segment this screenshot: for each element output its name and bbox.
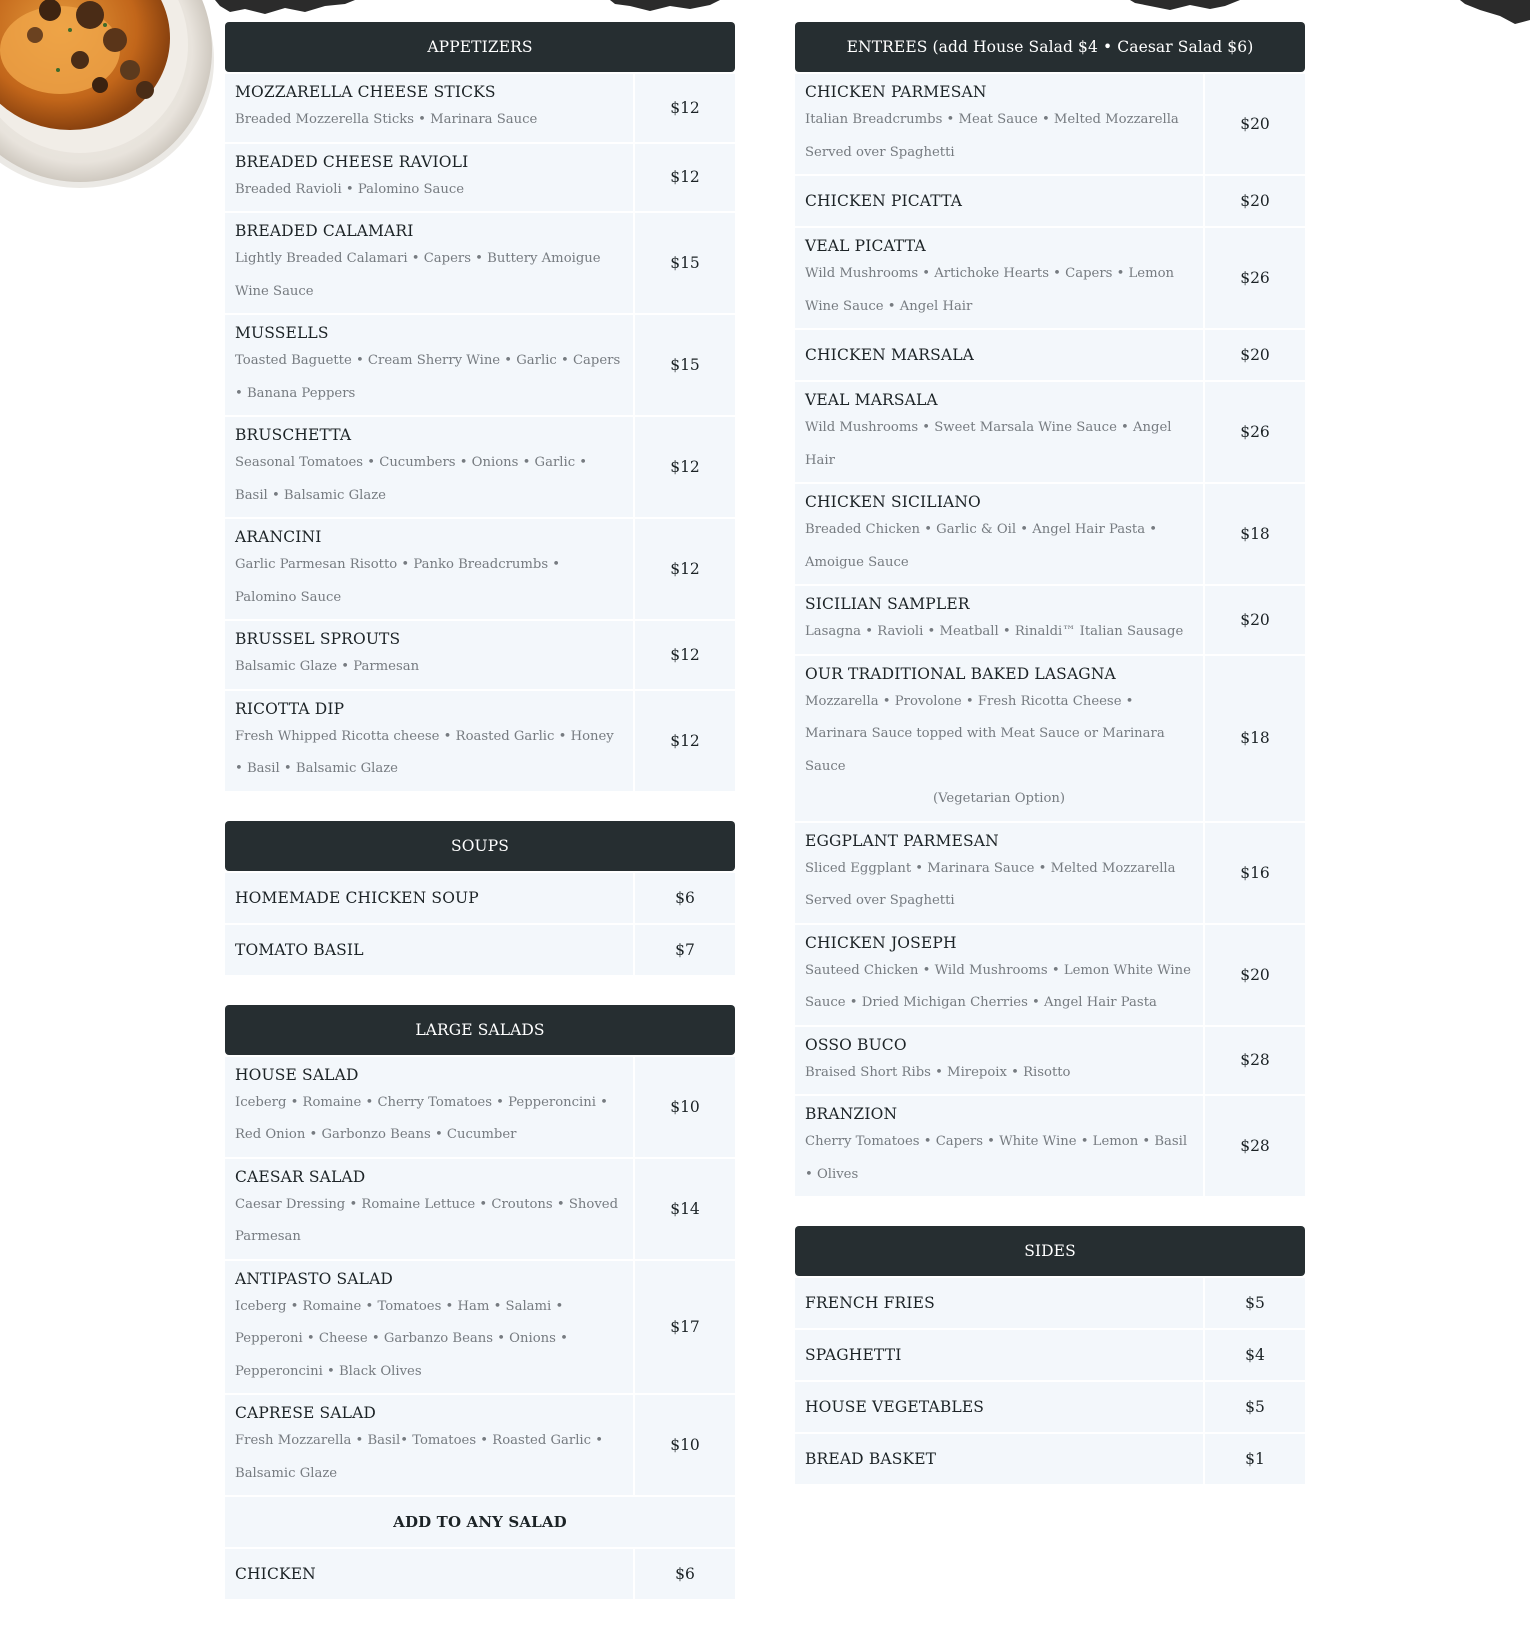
menu-item-description: Caesar Dressing • Romaine Lettuce • Croutons • Shoved Parmesan [235, 1196, 619, 1244]
menu-item-name: CHICKEN PICATTA [805, 192, 963, 210]
menu-item-row [795, 1027, 1305, 1095]
soups-header: SOUPS [225, 821, 735, 871]
menu-item-row [225, 1057, 735, 1157]
brush-stroke-decoration [1130, 0, 1240, 16]
menu-item-name: ARANCINI [235, 528, 322, 546]
menu-item-description: Sauteed Chicken • Wild Mushrooms • Lemon White Wine Sauce • Dried Michigan Cherries • Angel Hair Pasta [805, 962, 1191, 1010]
menu-item-info [795, 1330, 1203, 1380]
menu-item-info [225, 1159, 633, 1259]
add-to-salad-label: ADD TO ANY SALAD [393, 1513, 567, 1531]
menu-item-info [225, 1261, 633, 1394]
menu-item-info [795, 330, 1203, 380]
menu-item-description: Garlic Parmesan Risotto • Panko Breadcrumbs • Palomino Sauce [235, 557, 561, 605]
menu-item-price: $6 [635, 873, 735, 923]
menu-item-row [795, 925, 1305, 1025]
menu-item-price: $14 [635, 1159, 735, 1259]
menu-item-name: VEAL MARSALA [805, 391, 938, 409]
menu-item-price: $20 [1205, 586, 1305, 654]
menu-item-row [225, 873, 735, 923]
menu-item-info [795, 228, 1203, 328]
menu-item-description: Breaded Mozzerella Sticks • Marinara Sauce [235, 112, 538, 127]
menu-item-row [795, 823, 1305, 923]
entrees-section [795, 22, 1305, 1196]
menu-item-info [225, 74, 633, 142]
menu-item-description: Mozzarella • Provolone • Fresh Ricotta Cheese • Marinara Sauce topped with Meat Sauce or Marinara Sauce [805, 693, 1165, 774]
menu-item-info [225, 519, 633, 619]
menu-item-description: Iceberg • Romaine • Tomatoes • Ham • Salami • Pepperoni • Cheese • Garbanzo Beans • Onions • Pepperoncini • Black Olives [235, 1298, 568, 1379]
menu-item-row [225, 74, 735, 142]
menu-item-info [225, 213, 633, 313]
menu-item-row [225, 621, 735, 689]
menu-item-description: Sliced Eggplant • Marinara Sauce • Melted Mozzarella Served over Spaghetti [805, 860, 1176, 908]
menu-item-name: SPAGHETTI [805, 1346, 902, 1364]
menu-item-price: $12 [635, 691, 735, 791]
menu-item-row [795, 1382, 1305, 1432]
add-to-salad-heading [225, 1497, 735, 1547]
menu-item-row [225, 417, 735, 517]
menu-item-row [795, 586, 1305, 654]
menu-item-row [795, 484, 1305, 584]
menu-item-name: HOMEMADE CHICKEN SOUP [235, 888, 479, 907]
menu-item-note: (Vegetarian Option) [932, 791, 1066, 806]
menu-item-info [795, 176, 1203, 226]
menu-item-description: Wild Mushrooms • Sweet Marsala Wine Sauce • Angel Hair [805, 420, 1172, 468]
menu-item-row [795, 382, 1305, 482]
brush-stroke-decoration [1460, 0, 1530, 26]
menu-item-name: CHICKEN PARMESAN [805, 83, 987, 101]
menu-item-description: Fresh Mozzarella • Basil• Tomatoes • Roasted Garlic • Balsamic Glaze [235, 1433, 603, 1481]
menu-item-info [225, 925, 633, 975]
menu-item-info [795, 484, 1203, 584]
salads-header: LARGE SALADS [225, 1005, 735, 1055]
soups-section [225, 821, 735, 975]
menu-item-row [795, 176, 1305, 226]
menu-item-price: $12 [635, 519, 735, 619]
menu-item-name: BREADED CALAMARI [235, 222, 414, 240]
menu-item-name: RICOTTA DIP [235, 699, 345, 718]
menu-item-info [225, 1057, 633, 1157]
menu-item-row [225, 315, 735, 415]
menu-item-price: $20 [1205, 176, 1305, 226]
menu-item-name: FRENCH FRIES [805, 1294, 935, 1312]
menu-item-price: $10 [635, 1395, 735, 1495]
add-to-salad-row [225, 1497, 735, 1547]
menu-item-price: $15 [635, 315, 735, 415]
menu-item-price: $12 [635, 621, 735, 689]
menu-item-description: Cherry Tomatoes • Capers • White Wine • Lemon • Basil • Olives [805, 1134, 1188, 1182]
menu-item-price: $20 [1205, 74, 1305, 174]
menu-item-name: MOZZARELLA CHEESE STICKS [235, 83, 496, 101]
menu-item-description: Wild Mushrooms • Artichoke Hearts • Capers • Lemon Wine Sauce • Angel Hair [805, 266, 1175, 314]
menu-item-info [795, 1096, 1203, 1196]
menu-item-info [795, 925, 1203, 1025]
menu-item-price: $5 [1205, 1278, 1305, 1328]
menu-item-name: HOUSE VEGETABLES [805, 1398, 985, 1416]
menu-item-name: BRUSCHETTA [235, 426, 352, 444]
menu-item-info [795, 823, 1203, 923]
menu-item-info [795, 586, 1203, 654]
menu-item-info [795, 74, 1203, 174]
menu-item-price: $26 [1205, 382, 1305, 482]
menu-item-price: $16 [1205, 823, 1305, 923]
menu-item-description: Lasagna • Ravioli • Meatball • Rinaldi™ Italian Sausage [805, 624, 1184, 639]
menu-item-row [795, 228, 1305, 328]
brush-stroke-decoration [215, 0, 355, 16]
menu-item-row [795, 74, 1305, 174]
menu-item-name: OSSO BUCO [805, 1035, 907, 1054]
menu-item-info [795, 656, 1203, 821]
appetizers-section [225, 22, 735, 791]
menu-item-info [795, 1382, 1203, 1432]
sides-section [795, 1226, 1305, 1484]
menu-item-name: BRANZION [805, 1105, 898, 1123]
menu-item-row [795, 1278, 1305, 1328]
menu-item-price: $20 [1205, 925, 1305, 1025]
menu-item-row [225, 1549, 735, 1599]
menu-item-row [795, 1330, 1305, 1380]
menu-item-name: BREAD BASKET [805, 1450, 937, 1468]
menu-item-price: $4 [1205, 1330, 1305, 1380]
menu-item-description: Toasted Baguette • Cream Sherry Wine • Garlic • Capers • Banana Peppers [235, 353, 621, 401]
menu-item-row [225, 144, 735, 212]
entrees-header: ENTREES (add House Salad $4 • Caesar Salad $6) [795, 22, 1305, 72]
menu-item-price: $28 [1205, 1027, 1305, 1095]
food-plate-image [0, 0, 220, 190]
menu-item-name: HOUSE SALAD [235, 1065, 359, 1084]
menu-item-row [225, 1395, 735, 1495]
menu-item-price: $18 [1205, 656, 1305, 821]
menu-item-name: VEAL PICATTA [805, 237, 926, 255]
menu-item-info [795, 1278, 1203, 1328]
menu-item-price: $10 [635, 1057, 735, 1157]
menu-item-description: Balsamic Glaze • Parmesan [235, 659, 420, 674]
menu-item-description: Breaded Chicken • Garlic & Oil • Angel Hair Pasta • Amoigue Sauce [805, 522, 1158, 570]
menu-item-name: SICILIAN SAMPLER [805, 595, 970, 613]
menu-item-info [225, 691, 633, 791]
menu-item-info [795, 1027, 1203, 1095]
menu-item-price: $28 [1205, 1096, 1305, 1196]
menu-item-price: $12 [635, 144, 735, 212]
menu-item-price: $18 [1205, 484, 1305, 584]
menu-item-name: TOMATO BASIL [235, 940, 364, 959]
menu-item-name: CAPRESE SALAD [235, 1404, 377, 1422]
menu-item-price: $12 [635, 417, 735, 517]
menu-item-name: BRUSSEL SPROUTS [235, 630, 401, 648]
brush-stroke-decoration [610, 0, 720, 16]
menu-item-name: MUSSELLS [235, 324, 329, 342]
menu-item-price: $17 [635, 1261, 735, 1394]
menu-item-description: Iceberg • Romaine • Cherry Tomatoes • Pepperoncini • Red Onion • Garbonzo Beans • Cucumber [235, 1094, 608, 1142]
menu-item-row [225, 691, 735, 791]
appetizers-header: APPETIZERS [225, 22, 735, 72]
menu-item-price: $12 [635, 74, 735, 142]
menu-item-description: Braised Short Ribs • Mirepoix • Risotto [805, 1064, 1071, 1080]
menu-item-row [795, 330, 1305, 380]
menu-item-row [795, 1096, 1305, 1196]
menu-item-row [225, 519, 735, 619]
menu-item-name: BREADED CHEESE RAVIOLI [235, 152, 469, 171]
menu-item-name: EGGPLANT PARMESAN [805, 831, 999, 850]
menu-item-info [795, 1434, 1203, 1484]
menu-item-row [225, 1159, 735, 1259]
menu-item-name: CHICKEN SICILIANO [805, 493, 981, 511]
menu-item-info [795, 382, 1203, 482]
menu-item-price: $6 [635, 1549, 735, 1599]
salads-section [225, 1005, 735, 1600]
sides-header: SIDES [795, 1226, 1305, 1276]
right-menu-column [795, 22, 1305, 1514]
menu-item-info [225, 1549, 633, 1599]
menu-item-price: $1 [1205, 1434, 1305, 1484]
menu-item-info [225, 873, 633, 923]
menu-item-name: OUR TRADITIONAL BAKED LASAGNA [805, 664, 1116, 683]
menu-item-info [225, 417, 633, 517]
menu-item-price: $5 [1205, 1382, 1305, 1432]
menu-item-description: Seasonal Tomatoes • Cucumbers • Onions • Garlic • Basil • Balsamic Glaze [235, 455, 588, 503]
menu-item-price: $26 [1205, 228, 1305, 328]
menu-item-description: Lightly Breaded Calamari • Capers • Buttery Amoigue Wine Sauce [235, 251, 601, 299]
menu-item-name: CHICKEN JOSEPH [805, 933, 957, 952]
menu-item-row [795, 1434, 1305, 1484]
menu-item-row [225, 925, 735, 975]
menu-item-price: $15 [635, 213, 735, 313]
menu-item-info [225, 1395, 633, 1495]
menu-item-price: $20 [1205, 330, 1305, 380]
menu-item-description: Fresh Whipped Ricotta cheese • Roasted Garlic • Honey • Basil • Balsamic Glaze [235, 728, 614, 776]
menu-item-description: Breaded Ravioli • Palomino Sauce [235, 181, 465, 197]
menu-item-info [225, 315, 633, 415]
menu-item-row [225, 1261, 735, 1394]
menu-item-name: ANTIPASTO SALAD [235, 1269, 393, 1288]
menu-item-row [225, 213, 735, 313]
menu-item-info [225, 144, 633, 212]
menu-item-info [225, 621, 633, 689]
menu-item-name: CHICKEN MARSALA [805, 346, 975, 364]
menu-item-description: Italian Breadcrumbs • Meat Sauce • Melted Mozzarella Served over Spaghetti [805, 112, 1179, 160]
menu-item-name: CAESAR SALAD [235, 1167, 366, 1186]
menu-item-price: $7 [635, 925, 735, 975]
menu-item-name: CHICKEN [235, 1565, 316, 1583]
menu-item-row [795, 656, 1305, 821]
left-menu-column [225, 22, 735, 1629]
